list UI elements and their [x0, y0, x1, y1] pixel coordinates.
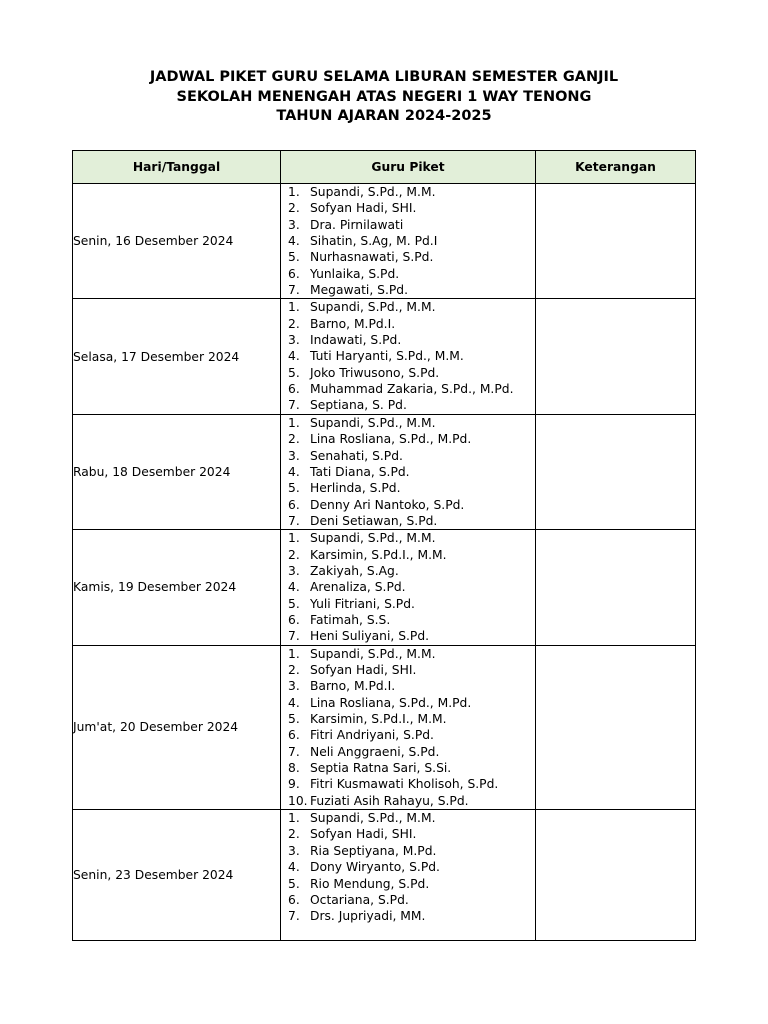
guru-item	[281, 332, 535, 348]
guru-name: Fitri Andriyani, S.Pd.	[310, 728, 434, 743]
guru-name: Karsimin, S.Pd.I., M.M.	[310, 712, 447, 726]
keterangan-cell	[536, 414, 696, 529]
guru-number: 3.	[288, 448, 300, 463]
guru-name: Fitri Kusmawati Kholisoh, S.Pd.	[310, 777, 499, 792]
guru-name: Sofyan Hadi, SHI.	[310, 662, 417, 677]
guru-name: Supandi, S.Pd., M.M.	[310, 415, 436, 430]
keterangan-cell	[536, 645, 696, 810]
guru-name: Rio Mendung, S.Pd.	[310, 876, 430, 891]
guru-list	[281, 299, 535, 413]
guru-item	[281, 695, 535, 711]
guru-name: Barno, M.Pd.I.	[310, 679, 396, 694]
guru-name: Indawati, S.Pd.	[310, 333, 402, 348]
guru-name: Fuziati Asih Rahayu, S.Pd.	[310, 793, 469, 808]
guru-item	[281, 612, 535, 628]
guru-item	[281, 678, 535, 694]
guru-name: Supandi, S.Pd., M.M.	[310, 300, 436, 315]
guru-number: 2.	[288, 547, 300, 562]
guru-number: 4.	[288, 464, 300, 479]
guru-item	[281, 793, 535, 809]
guru-name: Fatimah, S.S.	[310, 612, 391, 627]
guru-name: Heni Suliyani, S.Pd.	[310, 629, 430, 644]
guru-item	[281, 596, 535, 612]
guru-list	[281, 530, 535, 644]
day-cell: Senin, 16 Desember 2024	[73, 184, 281, 299]
guru-item	[281, 348, 535, 364]
guru-number: 3.	[288, 679, 300, 694]
table-row	[73, 414, 696, 529]
keterangan-cell	[536, 184, 696, 299]
guru-name: Lina Rosliana, S.Pd., M.Pd.	[310, 432, 472, 447]
guru-cell	[281, 530, 536, 645]
title-line-3: TAHUN AJARAN 2024-2025	[276, 108, 492, 124]
guru-number: 7.	[288, 398, 300, 413]
guru-name: Karsimin, S.Pd.I., M.M.	[310, 547, 447, 562]
guru-item	[281, 579, 535, 595]
guru-name: Muhammad Zakaria, S.Pd., M.Pd.	[310, 382, 514, 397]
guru-number: 4.	[288, 860, 300, 875]
guru-item	[281, 431, 535, 447]
table-row	[73, 184, 696, 299]
guru-number: 2.	[288, 432, 300, 447]
guru-cell	[281, 299, 536, 414]
guru-name: Yunlaika, S.Pd.	[310, 266, 400, 281]
guru-item	[281, 217, 535, 233]
header-hari-tanggal: Hari/Tanggal	[73, 151, 281, 184]
day-cell: Selasa, 17 Desember 2024	[73, 299, 281, 414]
guru-number: 9.	[288, 777, 300, 792]
guru-list	[281, 810, 535, 924]
guru-item	[281, 266, 535, 282]
guru-item	[281, 810, 535, 826]
guru-number: 7.	[288, 744, 300, 759]
guru-number: 10.	[288, 793, 308, 808]
guru-number: 5.	[288, 481, 300, 496]
title-line-2: SEKOLAH MENENGAH ATAS NEGERI 1 WAY TENONG	[176, 88, 592, 105]
guru-name: Supandi, S.Pd., M.M.	[310, 531, 436, 546]
guru-name: Dra. Pirnilawati	[310, 217, 404, 232]
guru-cell	[281, 810, 536, 941]
guru-item	[281, 662, 535, 678]
schedule-table	[72, 150, 696, 941]
guru-number: 8.	[288, 761, 300, 776]
guru-item	[281, 381, 535, 397]
guru-name: Yuli Fitriani, S.Pd.	[310, 596, 415, 611]
guru-number: 1.	[288, 531, 300, 546]
guru-item	[281, 547, 535, 563]
guru-number: 6.	[288, 497, 300, 512]
guru-name: Drs. Jupriyadi, MM.	[310, 909, 426, 924]
guru-name: Joko Triwusono, S.Pd.	[310, 365, 440, 380]
guru-item	[281, 184, 535, 200]
guru-item	[281, 480, 535, 496]
guru-number: 1.	[288, 300, 300, 315]
guru-number: 7.	[288, 629, 300, 644]
guru-cell	[281, 414, 536, 529]
guru-item	[281, 628, 535, 644]
guru-number: 7.	[288, 513, 300, 528]
guru-number: 3.	[288, 563, 300, 578]
guru-name: Senahati, S.Pd.	[310, 448, 403, 463]
guru-number: 4.	[288, 234, 300, 249]
guru-name: Herlinda, S.Pd.	[310, 481, 401, 496]
guru-item	[281, 464, 535, 480]
guru-name: Septia Ratna Sari, S.Si.	[310, 761, 452, 776]
guru-number: 6.	[288, 892, 300, 907]
guru-item	[281, 299, 535, 315]
guru-name: Ria Septiyana, M.Pd.	[310, 843, 437, 858]
guru-item	[281, 513, 535, 529]
guru-item	[281, 843, 535, 859]
guru-item	[281, 563, 535, 579]
day-cell: Rabu, 18 Desember 2024	[73, 414, 281, 529]
guru-item	[281, 646, 535, 662]
guru-name: Neli Anggraeni, S.Pd.	[310, 744, 440, 759]
guru-name: Nurhasnawati, S.Pd.	[310, 250, 434, 265]
guru-item	[281, 365, 535, 381]
guru-item	[281, 497, 535, 513]
table-row	[73, 530, 696, 645]
guru-number: 1.	[288, 185, 300, 199]
guru-number: 1.	[288, 811, 300, 826]
guru-number: 4.	[288, 349, 300, 364]
guru-item	[281, 760, 535, 776]
guru-number: 5.	[288, 876, 300, 891]
guru-number: 5.	[288, 250, 300, 265]
guru-item	[281, 415, 535, 431]
guru-name: Sihatin, S.Ag, M. Pd.I	[310, 234, 438, 249]
guru-name: Megawati, S.Pd.	[310, 283, 409, 298]
guru-number: 5.	[288, 596, 300, 611]
guru-list	[281, 184, 535, 298]
guru-number: 1.	[288, 415, 300, 430]
guru-name: Tati Diana, S.Pd.	[310, 464, 410, 479]
guru-name: Dony Wiryanto, S.Pd.	[310, 860, 440, 875]
guru-list	[281, 415, 535, 529]
guru-name: Octariana, S.Pd.	[310, 892, 409, 907]
guru-item	[281, 744, 535, 760]
guru-name: Sofyan Hadi, SHI.	[310, 201, 417, 216]
guru-item	[281, 776, 535, 792]
document-title	[0, 68, 768, 127]
guru-item	[281, 282, 535, 298]
guru-number: 4.	[288, 695, 300, 710]
guru-name: Supandi, S.Pd., M.M.	[310, 646, 436, 661]
guru-number: 2.	[288, 662, 300, 677]
guru-name: Septiana, S. Pd.	[310, 398, 407, 413]
guru-number: 1.	[288, 646, 300, 661]
guru-name: Denny Ari Nantoko, S.Pd.	[310, 497, 465, 512]
guru-item	[281, 711, 535, 727]
guru-number: 4.	[288, 580, 300, 595]
table-row	[73, 299, 696, 414]
guru-number: 5.	[288, 712, 300, 726]
guru-item	[281, 448, 535, 464]
guru-item	[281, 316, 535, 332]
guru-item	[281, 530, 535, 546]
guru-number: 5.	[288, 365, 300, 380]
title-line-1: JADWAL PIKET GURU SELAMA LIBURAN SEMESTER GANJIL	[149, 69, 619, 85]
guru-item	[281, 859, 535, 875]
guru-item	[281, 892, 535, 908]
guru-number: 3.	[288, 333, 300, 348]
guru-number: 6.	[288, 728, 300, 743]
day-cell: Kamis, 19 Desember 2024	[73, 530, 281, 645]
table-row	[73, 645, 696, 810]
guru-number: 3.	[288, 843, 300, 858]
guru-number: 2.	[288, 827, 300, 842]
guru-name: Zakiyah, S.Ag.	[310, 563, 399, 578]
guru-number: 6.	[288, 612, 300, 627]
guru-number: 2.	[288, 316, 300, 331]
guru-item	[281, 249, 535, 265]
guru-name: Sofyan Hadi, SHI.	[310, 827, 417, 842]
guru-name: Lina Rosliana, S.Pd., M.Pd.	[310, 695, 472, 710]
guru-name: Deni Setiawan, S.Pd.	[310, 513, 438, 528]
table-row	[73, 810, 696, 941]
guru-number: 7.	[288, 909, 300, 924]
guru-item	[281, 397, 535, 413]
guru-number: 7.	[288, 283, 300, 298]
guru-name: Supandi, S.Pd., M.M.	[310, 811, 436, 826]
keterangan-cell	[536, 299, 696, 414]
keterangan-cell	[536, 530, 696, 645]
guru-item	[281, 233, 535, 249]
header-guru-piket: Guru Piket	[281, 151, 536, 184]
guru-number: 2.	[288, 201, 300, 216]
guru-name: Arenaliza, S.Pd.	[310, 580, 406, 595]
guru-item	[281, 876, 535, 892]
guru-item	[281, 908, 535, 924]
guru-item	[281, 727, 535, 743]
guru-number: 6.	[288, 266, 300, 281]
day-cell: Jum'at, 20 Desember 2024	[73, 645, 281, 810]
guru-cell	[281, 645, 536, 810]
guru-item	[281, 826, 535, 842]
day-cell: Senin, 23 Desember 2024	[73, 810, 281, 941]
header-keterangan: Keterangan	[536, 151, 696, 184]
guru-name: Barno, M.Pd.I.	[310, 316, 396, 331]
table-header-row	[73, 151, 696, 184]
guru-item	[281, 200, 535, 216]
guru-number: 6.	[288, 382, 300, 397]
guru-name: Supandi, S.Pd., M.M.	[310, 185, 436, 199]
keterangan-cell	[536, 810, 696, 941]
guru-name: Tuti Haryanti, S.Pd., M.M.	[310, 349, 464, 364]
guru-number: 3.	[288, 217, 300, 232]
guru-cell	[281, 184, 536, 299]
guru-list	[281, 646, 535, 809]
